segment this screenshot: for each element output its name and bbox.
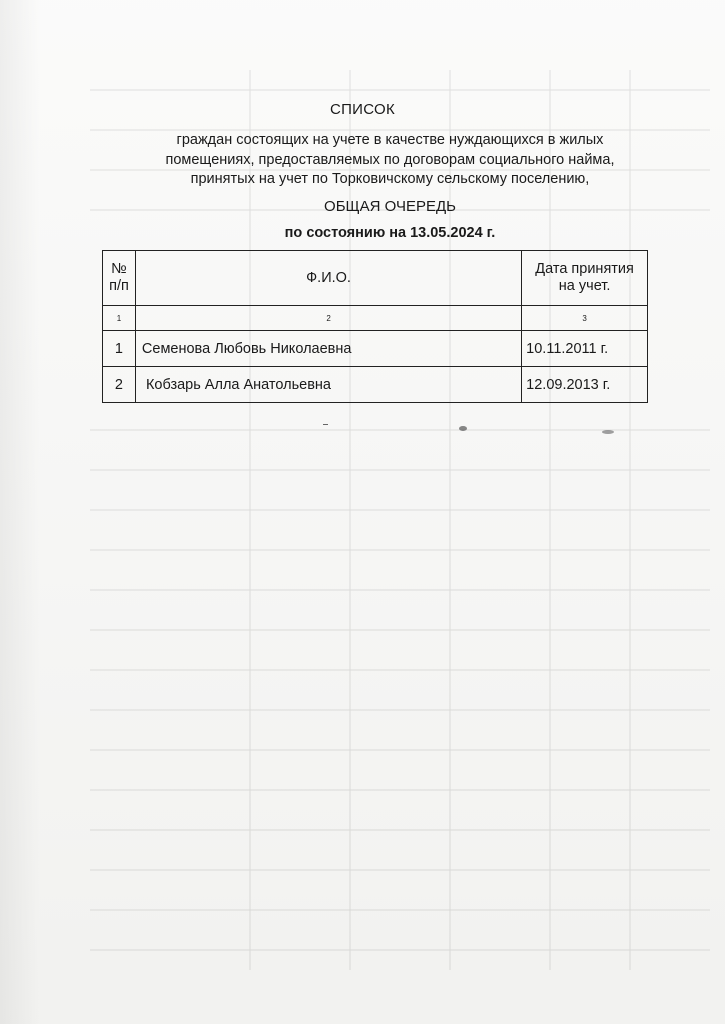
header-fio: Ф.И.О.	[135, 251, 521, 306]
document-subtitle	[120, 131, 660, 190]
as-of-date: по состоянию на 13.05.2024 г.	[284, 225, 496, 241]
stray-mark	[323, 424, 328, 425]
header-number-line: №	[111, 261, 127, 277]
citizens-table	[102, 250, 648, 403]
queue-type: ОБЩАЯ ОЧЕРЕДЬ	[324, 198, 456, 215]
header-date	[522, 251, 648, 306]
subtitle-line: помещениях, предоставляемых по договорам социального найма,	[165, 151, 615, 168]
header-date-line: Дата принятия	[535, 261, 634, 277]
ink-blot	[459, 426, 467, 431]
table-row	[103, 367, 648, 403]
row-date: 12.09.2013 г.	[522, 367, 648, 403]
row-number: 2	[103, 367, 136, 403]
header-number-line: п/п	[109, 278, 129, 294]
header-date-line: на учет.	[558, 278, 611, 294]
document-title: СПИСОК	[329, 101, 396, 118]
row-date: 10.11.2011 г.	[522, 331, 648, 367]
row-fio: Семенова Любовь Николаевна	[135, 331, 521, 367]
subtitle-line: принятых на учет по Торковичскому сельскому поселению,	[190, 171, 590, 187]
column-index: 2	[135, 306, 521, 331]
row-fio: Кобзарь Алла Анатольевна	[135, 367, 521, 403]
row-number: 1	[103, 331, 136, 367]
table-row	[103, 331, 648, 367]
table-header-row	[103, 251, 648, 306]
column-index: 3	[522, 306, 648, 331]
column-index: 1	[103, 306, 136, 331]
subtitle-line: граждан состоящих на учете в качестве нуждающихся в жилых	[176, 132, 604, 148]
header-number	[103, 251, 136, 306]
column-index-row	[103, 306, 648, 331]
ink-blot	[602, 430, 614, 434]
